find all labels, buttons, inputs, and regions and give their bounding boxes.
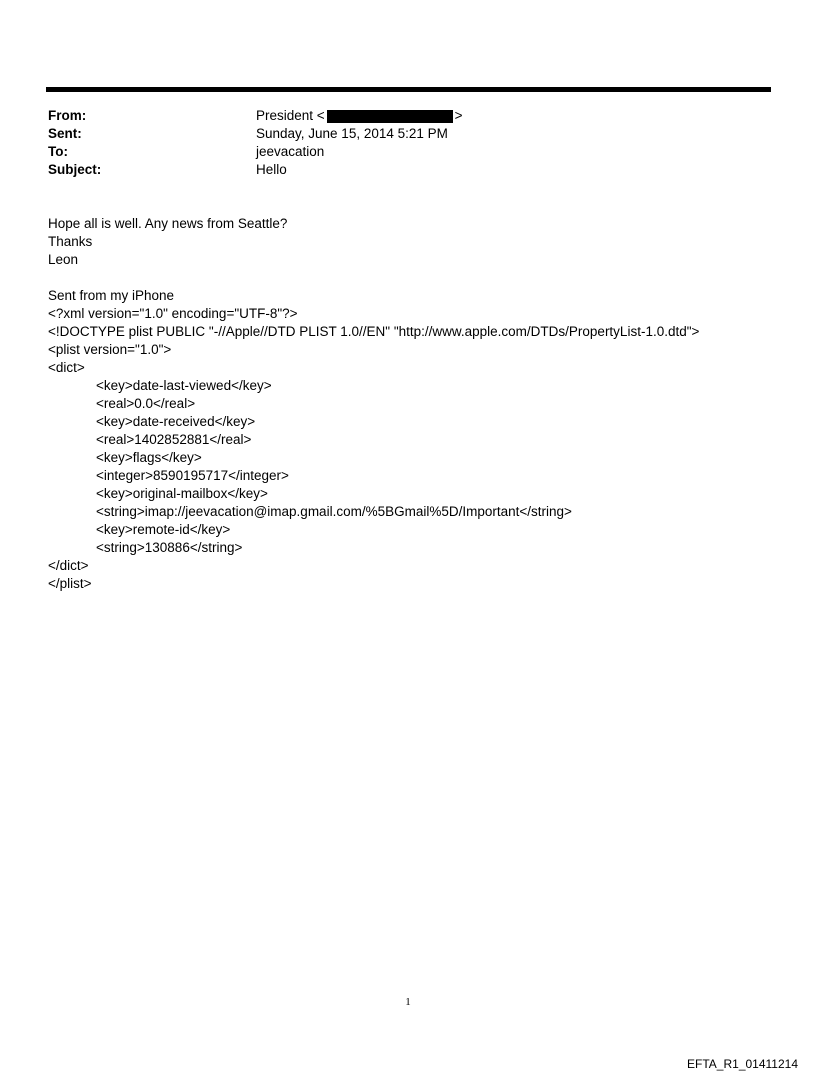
plist-entry: <string>130886</string> [96, 540, 243, 555]
subject-label: Subject: [48, 162, 102, 177]
plist-entry: <integer>8590195717</integer> [96, 468, 289, 483]
plist-close-tag: </plist> [48, 576, 92, 591]
plist-doctype: <!DOCTYPE plist PUBLIC "-//Apple//DTD PLIST 1.0//EN" "http://www.apple.com/DTDs/PropertyList-1.0.dtd"> [48, 324, 700, 339]
plist-entry: <key>remote-id</key> [96, 522, 231, 537]
plist-entry: <key>date-last-viewed</key> [96, 378, 272, 393]
plist-entry: <key>flags</key> [96, 450, 202, 465]
to-label: To: [48, 144, 68, 159]
email-header [48, 107, 748, 179]
from-label: From: [48, 108, 87, 123]
plist-entry: <real>0.0</real> [96, 396, 196, 411]
sent-row [48, 125, 748, 143]
subject-value: Hello [256, 162, 287, 177]
to-value: jeevacation [256, 144, 325, 159]
dict-close-tag: </dict> [48, 558, 89, 573]
sender-close-bracket: > [454, 108, 463, 123]
email-body [48, 215, 788, 593]
sent-label: Sent: [48, 126, 82, 141]
sender-name: President < [256, 108, 325, 123]
sent-value: Sunday, June 15, 2014 5:21 PM [256, 126, 448, 141]
body-sent-from: Sent from my iPhone [48, 288, 175, 303]
header-rule [46, 87, 771, 92]
body-greeting: Hope all is well. Any news from Seattle? [48, 216, 288, 231]
plist-open-tag: <plist version="1.0"> [48, 342, 172, 357]
plist-xml-declaration: <?xml version="1.0" encoding="UTF-8"?> [48, 306, 298, 321]
to-row [48, 143, 748, 161]
plist-entry: <key>original-mailbox</key> [96, 486, 268, 501]
subject-row [48, 161, 748, 179]
plist-entry: <string>imap://jeevacation@imap.gmail.com/%5BGmail%5D/Important</string> [96, 504, 572, 519]
dict-open-tag: <dict> [48, 360, 85, 375]
document-id: EFTA_R1_01411214 [687, 1057, 798, 1071]
from-row [48, 107, 748, 125]
body-signature: Leon [48, 252, 79, 267]
body-thanks: Thanks [48, 234, 93, 249]
page-number: 1 [405, 996, 411, 1008]
body-spacer [48, 269, 788, 287]
from-value [256, 107, 463, 125]
plist-entry: <real>1402852881</real> [96, 432, 252, 447]
plist-entry: <key>date-received</key> [96, 414, 256, 429]
redaction-bar [327, 110, 453, 123]
